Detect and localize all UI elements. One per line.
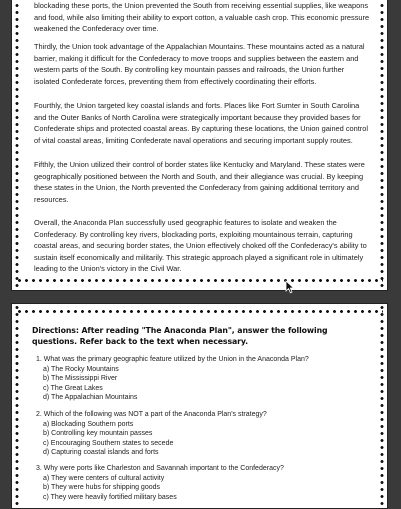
page-border-bottom	[16, 278, 383, 283]
answer-option: b) They were hubs for shipping goods	[43, 484, 160, 491]
page-border-top	[16, 309, 383, 314]
answer-option: d) The Appalachian Mountains	[43, 394, 138, 401]
worksheet-page-reading	[11, 0, 388, 291]
paragraph-blockade-continued: blockading these ports, the Union prevented the South from receiving essential supplies, like weapons and food, while also limiting their ability to export cotton, a valuable cash crop. This economic pressure weakened the Confederacy over time.	[34, 1, 370, 34]
answer-option: b) Controlling key mountain passes	[43, 430, 153, 437]
worksheet-page-questions	[11, 303, 388, 509]
answer-option: a) The Rocky Mountains	[43, 365, 119, 373]
answer-option: a) Blockading Southern ports	[43, 420, 134, 428]
answer-option: c) They were heavily fortified military bases	[43, 493, 177, 501]
page-border-left	[15, 0, 19, 290]
question-stem: 3. Why were ports like Charleston and Savannah important to the Confederacy?	[36, 465, 284, 472]
page-border-left	[15, 304, 19, 508]
answer-option: b) The Mississippi River	[43, 375, 118, 382]
answer-option: d) Capturing coastal islands and forts	[43, 449, 159, 456]
paragraph-border-states: Fifthly, the Union utilized their control of border states like Kentucky and Maryland. These states were geographically positioned between the North and South, and their allegiance was crucial. By keeping these states in the Union, the North prevented the Confederacy from gaining additional territory and resources.	[34, 160, 365, 204]
page-border-right	[380, 304, 384, 508]
question-1	[36, 355, 366, 403]
question-2	[36, 410, 366, 458]
question-stem: 2. Which of the following was NOT a part of the Anaconda Plan's strategy?	[36, 411, 267, 418]
answer-option: c) The Great Lakes	[43, 384, 103, 392]
paragraph-appalachian: Thirdly, the Union took advantage of the Appalachian Mountains. These mountains acted as a natural barrier, making it difficult for the Confederacy to move troops and supplies between the eastern and western parts of the South. By controlling key mountain passes and railroads, the Union further isolated Confederate forces, preventing them from effectively coordinating their efforts.	[34, 42, 365, 86]
paragraph-conclusion: Overall, the Anaconda Plan successfully used geographic features to isolate and weaken the Confederacy. By controlling key rivers, blockading ports, exploiting mountainous terrain, capturing coastal areas, and securing border states, the Union effectively choked off the Confederacy's ability to sustain itself economically and militarily. This strategic approach played a significant role in ultimately leading to the Union's victory in the Civil War.	[34, 218, 367, 274]
answer-option: a) They were centers of cultural activity	[43, 474, 165, 482]
question-3	[36, 464, 366, 502]
page-border-right	[380, 0, 384, 290]
question-stem: 1. What was the primary geographic feature utilized by the Union in the Anaconda Plan?	[36, 356, 309, 363]
paragraph-coastal-islands: Fourthly, the Union targeted key coastal islands and forts. Places like Fort Sumter in South Carolina and the Outer Banks of North Carolina were strategically important because they provided bases for Confederate ships and protected coastal areas. By capturing these locations, the Union gained control of vital coastal areas, limiting Confederate naval operations and securing important supply routes.	[34, 101, 369, 145]
mouse-cursor-icon	[285, 280, 295, 294]
answer-option: c) Encouraging Southern states to secede	[43, 439, 174, 447]
directions-text: Directions: After reading "The Anaconda Plan", answer the following questions. Refer back to the text when necessary.	[32, 326, 328, 346]
